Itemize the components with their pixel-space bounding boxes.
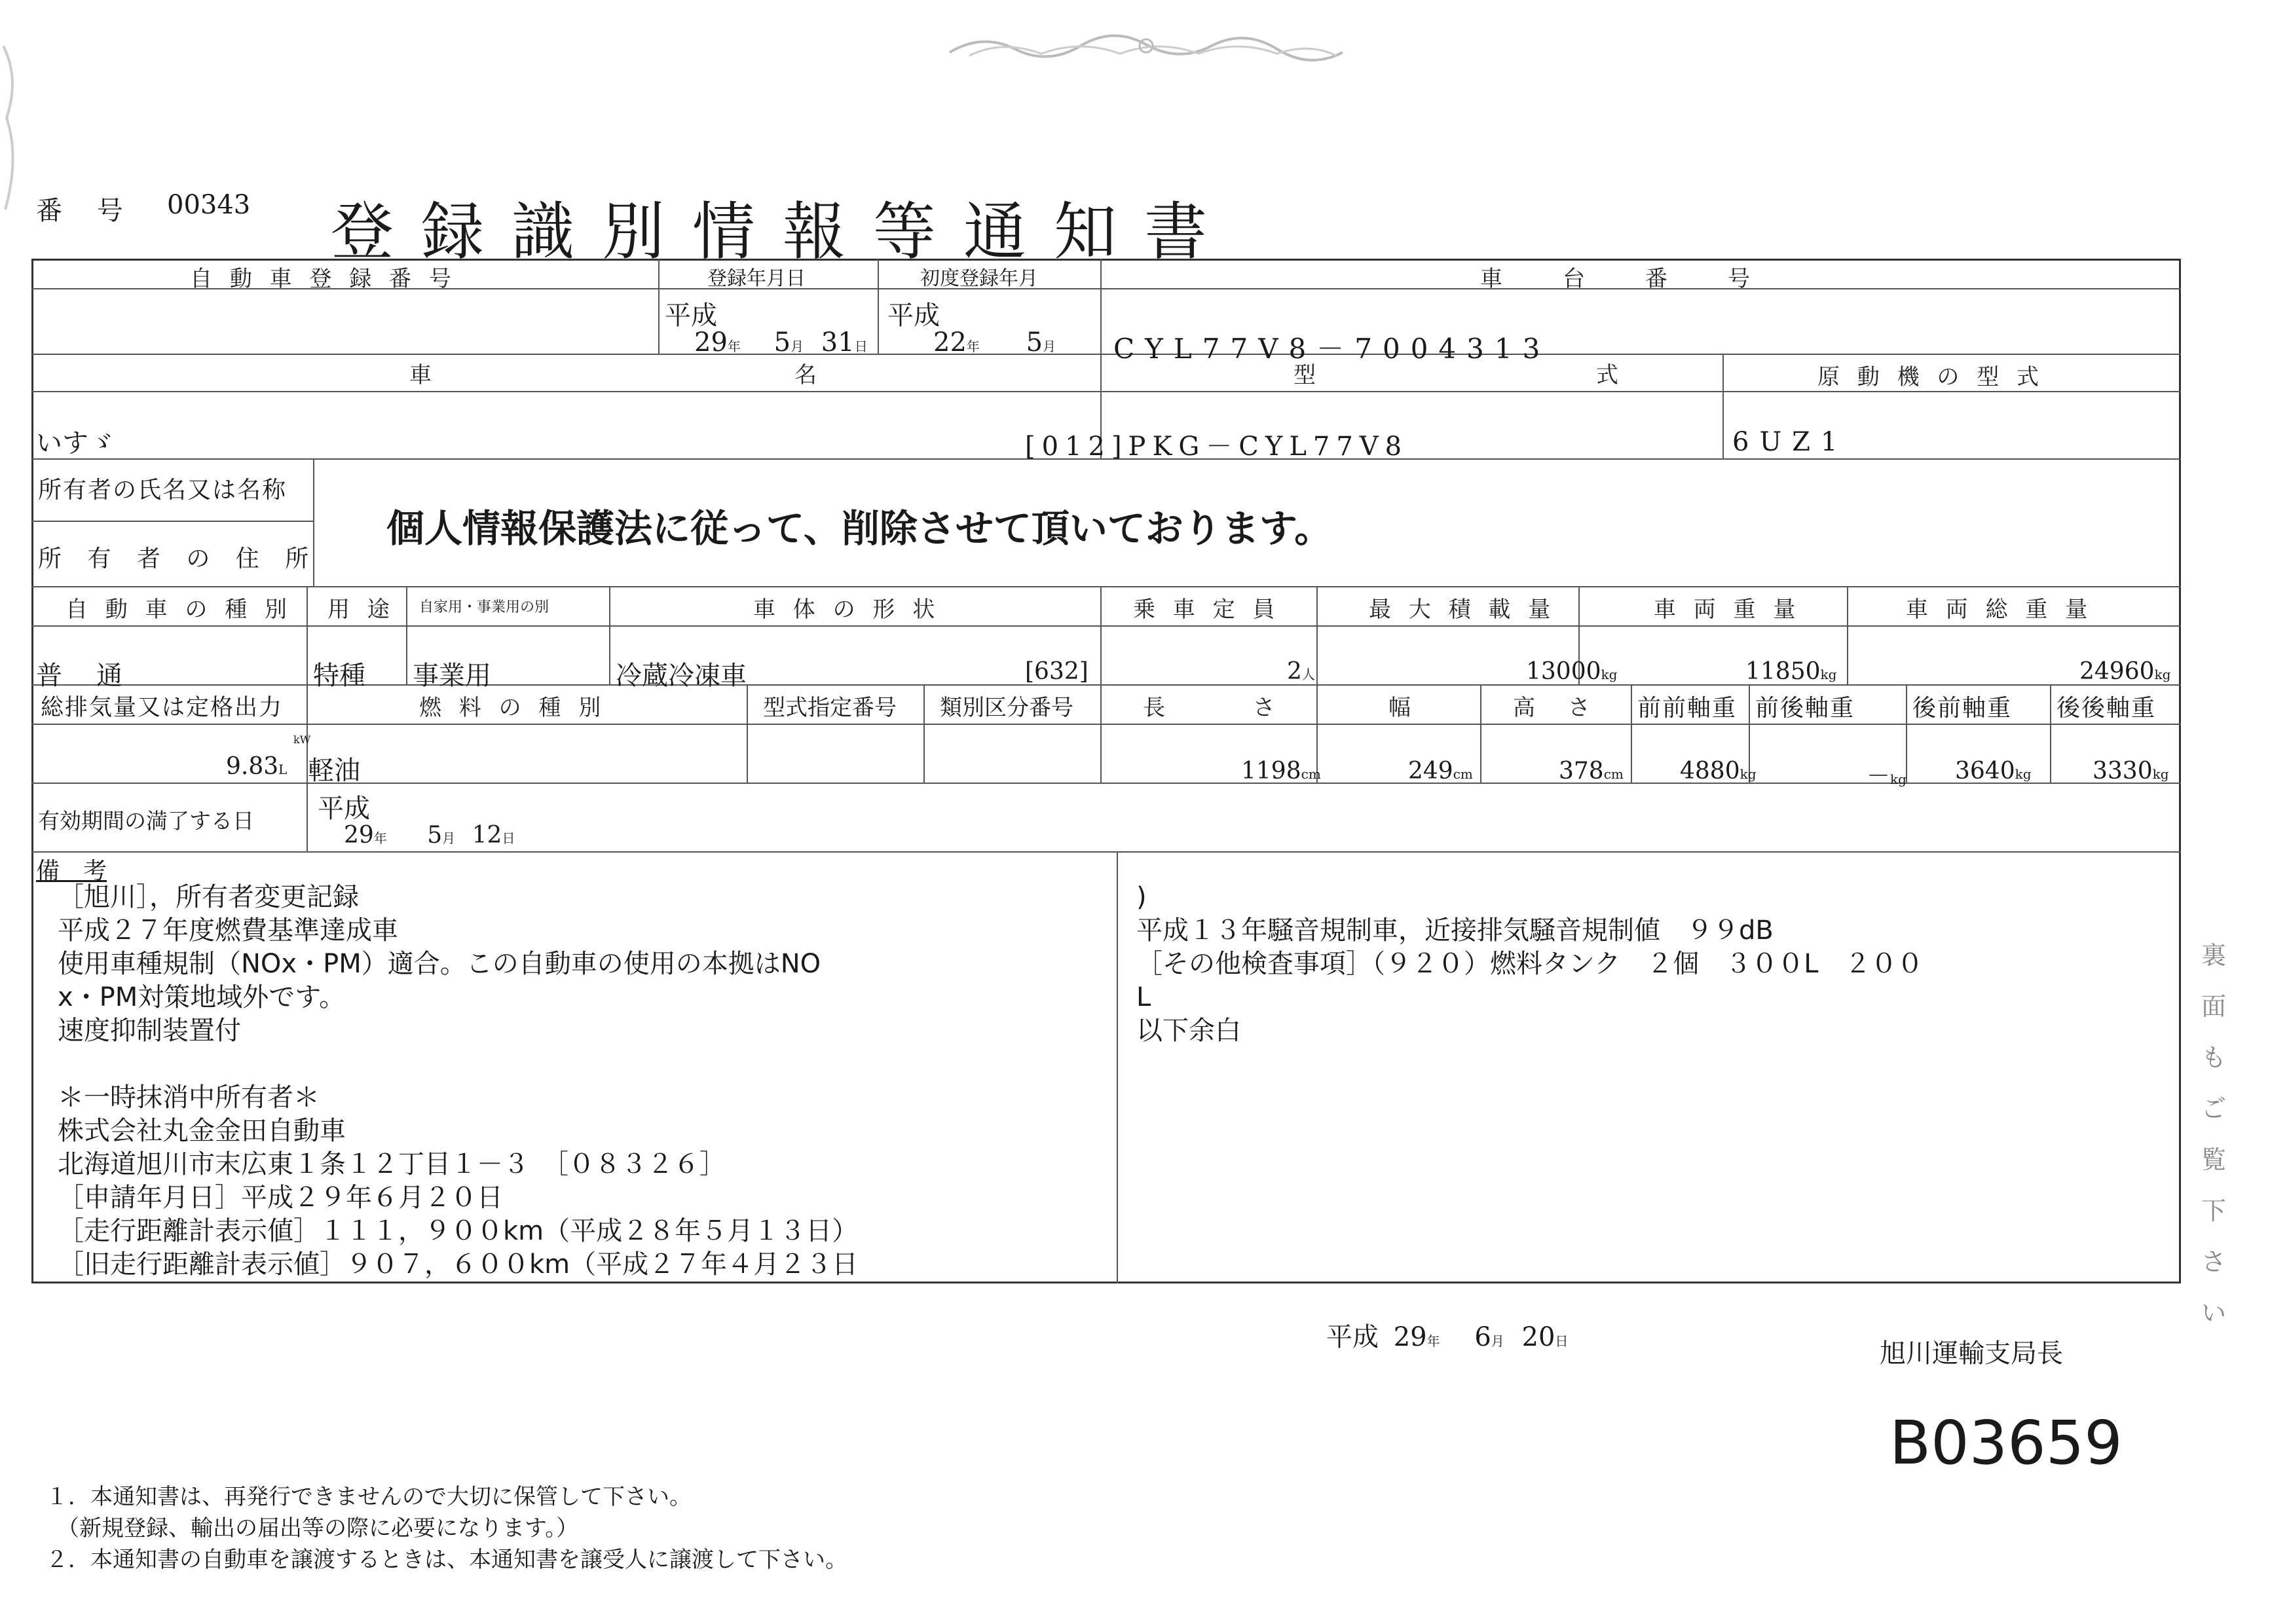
header-displacement: 総排気量又は定格出力 (41, 695, 284, 721)
vehicle-weight: 11850kg (1745, 658, 1837, 685)
header-vehicle-type: 自 動 車 の 種 別 (65, 597, 293, 623)
header-chassis-number: 車 台 番 号 (1480, 266, 1755, 292)
max-load: 13000kg (1526, 658, 1618, 685)
document-id: B03659 (1889, 1408, 2123, 1478)
remark-line: ＊一時抹消中所有者＊ (58, 1082, 320, 1113)
number-value: 00343 (167, 190, 251, 220)
header-engine-model: 原 動 機 の 型 式 (1817, 364, 2045, 390)
header-private-commercial: 自家用・事業用の別 (419, 599, 549, 616)
owner-name-label: 所有者の氏名又は名称 (38, 477, 288, 504)
length-value: 1198cm (1241, 758, 1321, 784)
footer-note: （新規登録、輸出の届出等の際に必要になります。） (46, 1515, 579, 1541)
body-shape-code: [632] (1025, 658, 1088, 685)
remarks-left (58, 881, 858, 1282)
see-reverse-note: 裏面もご覧下さい (2201, 941, 2226, 1327)
front-front-axle-weight: 4880kg (1680, 758, 1757, 784)
remark-line: 株式会社丸金金田自動車 (58, 1116, 346, 1146)
header-max-load: 最 大 積 載 量 (1369, 597, 1556, 623)
remark-line: 以下余白 (1136, 1016, 1241, 1046)
width-value: 249cm (1408, 758, 1473, 784)
footer-note: １．本通知書は、再発行できませんので大切に保管して下さい。 (46, 1484, 692, 1510)
remark-line: ［申請年月日］平成２９年６月２０日 (58, 1183, 503, 1213)
remark-line: ［旧走行距離計表示値］９０７，６００km（平成２７年４月２３日 (58, 1249, 859, 1280)
header-length: 長 さ (1143, 695, 1280, 721)
gross-weight: 24960kg (2079, 658, 2171, 685)
remark-line: ) (1136, 882, 1147, 912)
remark-line: 平成２７年度燃費基準達成車 (58, 915, 398, 946)
body-shape: 冷蔵冷凍車 (616, 661, 747, 691)
header-height: 高 さ (1513, 695, 1595, 721)
decorative-corner-ornament (0, 39, 26, 223)
engine-model: 6UZ1 (1732, 427, 1848, 457)
header-car-name: 車 名 (409, 362, 822, 388)
chassis-number: CYL77V8－7004313 (1113, 333, 1551, 365)
header-body-shape: 車 体 の 形 状 (753, 597, 940, 623)
header-front-rear-axle: 前後軸重 (1755, 695, 1855, 722)
height-value: 378cm (1559, 758, 1624, 784)
remark-line: 北海道旭川市末広東１条１２丁目１－３ ［０８３２６］ (58, 1149, 726, 1179)
remarks-label: 備 考 (36, 858, 107, 885)
rear-front-axle-weight: 3640kg (1955, 758, 2032, 784)
header-front-front-axle: 前前軸重 (1637, 695, 1738, 722)
riding-capacity: 2人 (1287, 658, 1315, 685)
footer-note: ２．本通知書の自動車を譲渡するときは、本通知書を譲受人に譲渡して下さい。 (46, 1547, 847, 1573)
private-commercial: 事業用 (413, 661, 491, 691)
use: 特種 (313, 661, 365, 691)
remark-line: 平成１３年騒音規制車，近接排気騒音規制値 ９９dB (1136, 915, 1774, 946)
issue-date: 平成 29年 6月 20日 (1326, 1322, 1569, 1352)
fuel-type: 軽油 (308, 756, 360, 786)
document-title: 登録識別情報等通知書 (331, 195, 1235, 268)
remark-line: 使用車種規制（NOx・PM）適合。この自動車の使用の本拠はNO (58, 949, 821, 979)
issuing-authority: 旭川運輸支局長 (1880, 1338, 2063, 1369)
expiry-era: 平成 (318, 794, 370, 824)
privacy-redaction-note: 個人情報保護法に従って、削除させて頂いております。 (386, 506, 1333, 551)
remark-line: ［その他検査事項］（９２０）燃料タンク ２個 ３００L ２００ (1136, 949, 1924, 979)
owner-address-label: 所 有 者 の 住 所 (38, 545, 318, 572)
remark-line: ［走行距離計表示値］１１１，９００km（平成２８年５月１３日） (58, 1216, 859, 1246)
rear-rear-axle-weight: 3330kg (2093, 758, 2169, 784)
expiry-label: 有効期間の満了する日 (38, 808, 254, 834)
registration-date-era: 平成 (665, 301, 717, 331)
model: [012]PKG－CYL77V8 (1025, 432, 1409, 462)
header-fuel-type: 燃 料 の 種 別 (419, 695, 606, 721)
remarks-right (1136, 881, 1923, 1048)
car-name: いすゞ (36, 428, 115, 458)
footer-notes (46, 1481, 847, 1576)
header-model: 型 式 (1293, 362, 1624, 388)
front-rear-axle-weight: －kg (1867, 763, 1907, 790)
remark-line: L (1136, 982, 1151, 1012)
header-capacity: 乗 車 定 員 (1133, 597, 1280, 623)
header-rear-rear-axle: 後後軸重 (2056, 695, 2157, 722)
expiry-date: 29年 5月 12日 (344, 822, 515, 849)
header-vehicle-weight: 車 両 重 量 (1654, 597, 1801, 623)
first-registration-era: 平成 (887, 301, 940, 331)
displacement-unit-kw: kW (293, 733, 311, 746)
header-use: 用 途 (327, 597, 395, 623)
remark-line: ［旭川］，所有者変更記録 (58, 882, 359, 912)
remark-line: x・PM対策地域外です。 (58, 982, 346, 1012)
header-category-number: 類別区分番号 (940, 695, 1073, 721)
header-rear-front-axle: 後前軸重 (1912, 695, 2013, 722)
header-width: 幅 (1388, 695, 1416, 721)
decorative-border-ornament (943, 26, 1349, 65)
header-first-registration: 初度登録年月 (920, 267, 1038, 290)
header-type-designation: 型式指定番号 (763, 695, 897, 721)
registration-date-value: 29年 5月 31日 (694, 327, 868, 358)
header-registration-number: 自 動 車 登 録 番 号 (190, 266, 456, 292)
displacement: 9.83L (226, 753, 288, 780)
number-label: 番 号 (36, 196, 136, 226)
vehicle-type: 普 通 (36, 661, 126, 691)
header-gross-weight: 車 両 総 重 量 (1906, 597, 2093, 623)
remark-line: 速度抑制装置付 (58, 1016, 241, 1046)
remark-line (58, 1048, 858, 1081)
first-registration-value: 22年 5月 (933, 327, 1056, 358)
header-registration-date: 登録年月日 (707, 267, 806, 290)
